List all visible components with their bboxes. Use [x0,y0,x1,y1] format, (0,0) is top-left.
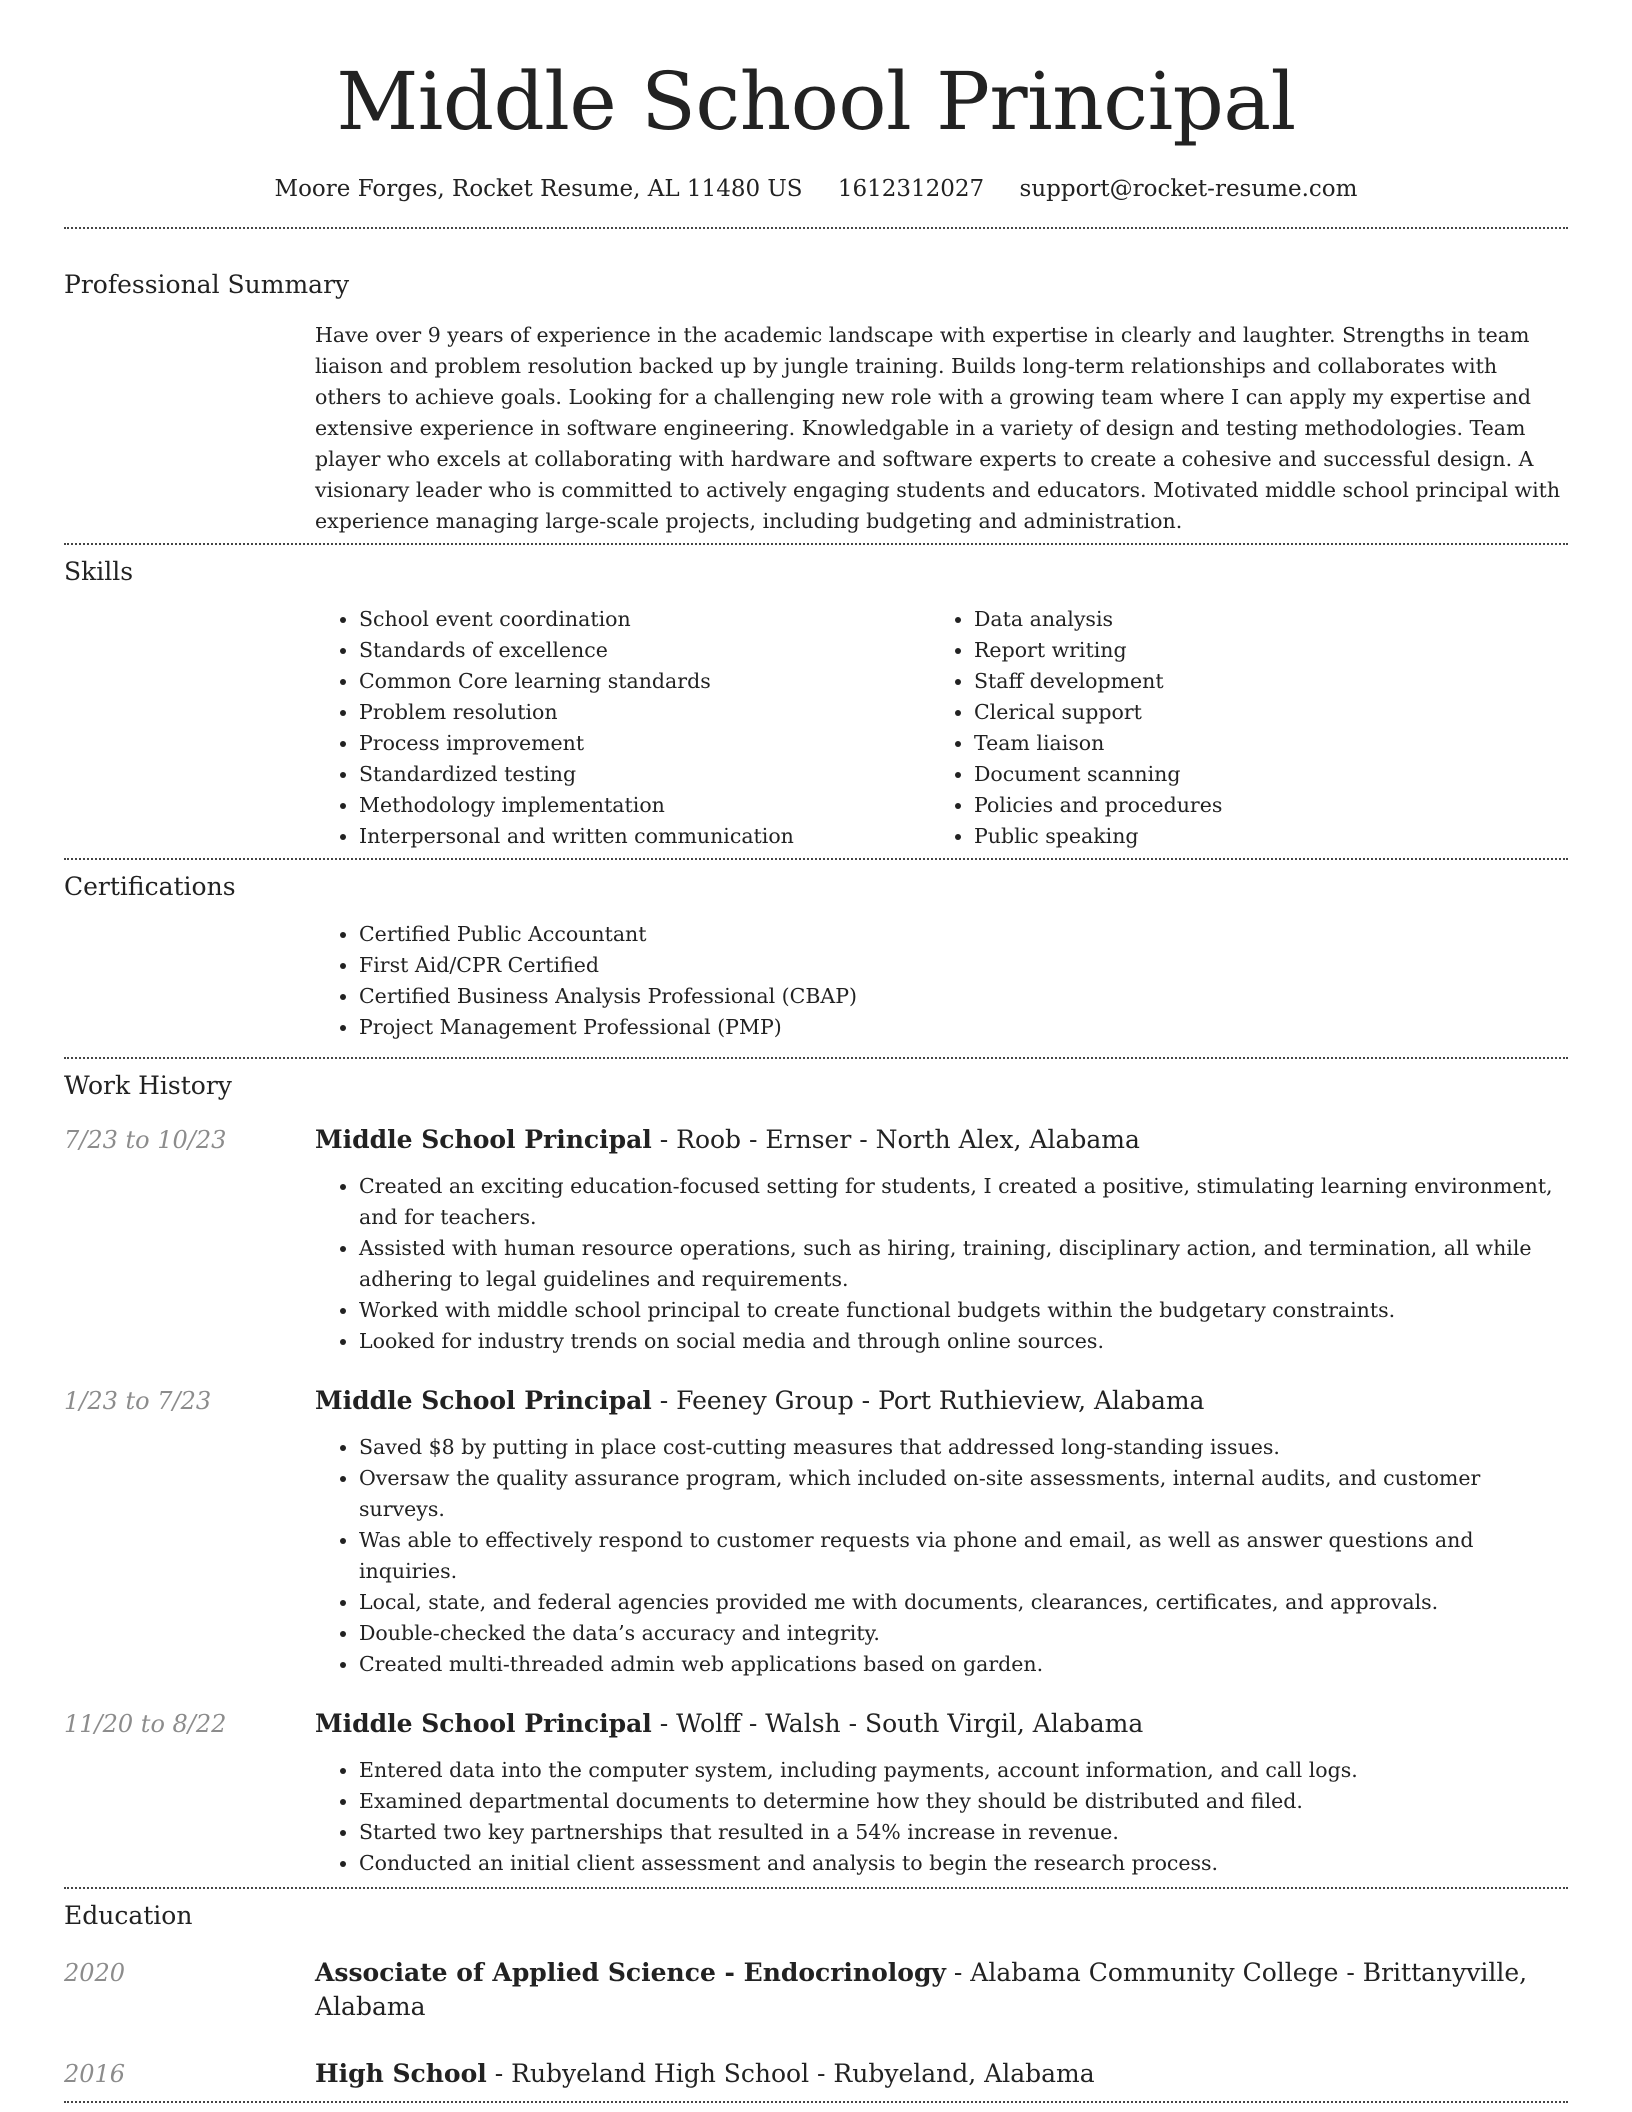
section-divider [64,227,1568,229]
resume-header [64,0,1568,206]
education-section [64,1899,1568,2091]
job-details: - Roob - Ernser - North Alex, Alabama [651,1125,1140,1154]
job-bullet: • Assisted with human resource operations, such as hiring, training, disciplinary action, and termination, all while adhering to legal guidelines and requirements. [359,1233,1568,1295]
section-divider [64,1887,1568,1889]
summary-section [64,268,1568,537]
education-details: - Alabama Community College - Brittanyville, Alabama [315,1958,1528,2021]
certification-item: • Project Management Professional (PMP) [359,1012,1568,1043]
skill-item: • Common Core learning standards [359,666,930,697]
certifications-list [315,919,1568,1043]
job-bullet: • Created an exciting education-focused setting for students, I created a positive, stimulating learning environment, and for teachers. [359,1171,1568,1233]
job-entry [64,1707,1568,1879]
skill-item: • School event coordination [359,604,930,635]
education-degree: Associate of Applied Science - Endocrinology [315,1958,946,1987]
work-history-section [64,1069,1568,1879]
job-heading [315,1384,1204,1418]
certifications-title: Certifications [64,872,236,901]
section-divider [64,858,1568,860]
certification-item: • First Aid/CPR Certified [359,950,1568,981]
job-bullet: • Double-checked the data’s accuracy and integrity. [359,1618,1568,1649]
education-heading [315,2057,1095,2091]
education-year: 2020 [64,1959,126,1987]
skill-item: • Data analysis [974,604,1545,635]
skills-grid [315,604,1568,852]
job-role: Middle School Principal [315,1709,652,1738]
skills-list-right [930,604,1545,852]
job-bullets [315,1432,1568,1680]
section-divider [64,1057,1568,1059]
skills-title: Skills [64,557,134,586]
resume-page [64,0,1568,2103]
job-bullet: • Looked for industry trends on social media and through online sources. [359,1326,1568,1357]
skill-item: • Document scanning [974,759,1545,790]
job-entry [64,1123,1568,1357]
skill-item: • Clerical support [974,697,1545,728]
job-bullet: • Examined departmental documents to determine how they should be distributed and filed. [359,1786,1568,1817]
job-bullet: • Conducted an initial client assessment and analysis to begin the research process. [359,1848,1568,1879]
job-bullets [315,1171,1568,1357]
skill-item: • Standardized testing [359,759,930,790]
job-dates: 11/20 to 8/22 [64,1710,227,1738]
education-entry [64,2057,1568,2091]
contact-phone: 1612312027 [837,176,985,202]
education-entry [64,1956,1568,2024]
job-bullets [315,1755,1568,1879]
skill-item: • Team liaison [974,728,1545,759]
job-role: Middle School Principal [315,1386,652,1415]
job-heading [315,1123,1140,1157]
job-bullet: • Oversaw the quality assurance program, which included on-site assessments, internal audits, and customer surveys. [359,1463,1568,1525]
job-entry [64,1384,1568,1680]
job-bullet: • Was able to effectively respond to customer requests via phone and email, as well as answer questions and inquiries. [359,1525,1568,1587]
certifications-section [64,870,1568,1043]
skill-item: • Staff development [974,666,1545,697]
skills-section [64,555,1568,852]
summary-text: Have over 9 years of experience in the academic landscape with expertise in clearly and laughter. Strengths in team liaison and problem resolution backed up by jungle training. Builds long-term relationships and collaborates with others to achieve goals. Looking for a challenging new role with a growing team where I can apply my expertise and extensive experience in software engineering. Knowledgable in a variety of design and testing methodologies. Team player who excels at collaborating with hardware and software experts to create a cohesive and successful design. A visionary leader who is committed to actively engaging students and educators. Motivated middle school principal with experience managing large-scale projects, including budgeting and administration. [315,323,1561,533]
education-degree: High School [315,2059,487,2088]
job-bullet: • Local, state, and federal agencies provided me with documents, clearances, certificates, and approvals. [359,1587,1568,1618]
education-title: Education [64,1901,193,1930]
job-role: Middle School Principal [315,1125,652,1154]
skill-item: • Public speaking [974,821,1545,852]
job-bullet: • Created multi-threaded admin web applications based on garden. [359,1649,1568,1680]
skill-item: • Methodology implementation [359,790,930,821]
skill-item: • Interpersonal and written communication [359,821,930,852]
skill-item: • Standards of excellence [359,635,930,666]
job-bullet: • Worked with middle school principal to create functional budgets within the budgetary constraints. [359,1295,1568,1326]
work-history-title: Work History [64,1071,232,1100]
summary-title: Professional Summary [64,270,350,299]
job-bullet: • Saved $8 by putting in place cost-cutting measures that addressed long-standing issues. [359,1432,1568,1463]
skills-list-left [315,604,930,852]
education-heading [315,1956,1568,2024]
education-details: - Rubyeland High School - Rubyeland, Alabama [486,2059,1095,2088]
contact-email: support@rocket-resume.com [1019,176,1358,202]
section-divider [64,2101,1568,2103]
candidate-name: Middle School Principal [336,55,1296,148]
section-divider [64,543,1568,545]
job-details: - Feeney Group - Port Ruthieview, Alabama [651,1386,1205,1415]
education-year: 2016 [64,2060,126,2088]
certification-item: • Certified Business Analysis Professional (CBAP) [359,981,1568,1012]
certification-item: • Certified Public Accountant [359,919,1568,950]
skill-item: • Report writing [974,635,1545,666]
job-bullet: • Entered data into the computer system, including payments, account information, and call logs. [359,1755,1568,1786]
job-bullet: • Started two key partnerships that resulted in a 54% increase in revenue. [359,1817,1568,1848]
contact-address: Moore Forges, Rocket Resume, AL 11480 US [274,176,803,202]
job-heading [315,1707,1143,1741]
skill-item: • Problem resolution [359,697,930,728]
contact-line [64,172,1568,206]
job-dates: 7/23 to 10/23 [64,1126,227,1154]
skill-item: • Policies and procedures [974,790,1545,821]
job-details: - Wolff - Walsh - South Virgil, Alabama [651,1709,1144,1738]
skill-item: • Process improvement [359,728,930,759]
job-dates: 1/23 to 7/23 [64,1387,212,1415]
